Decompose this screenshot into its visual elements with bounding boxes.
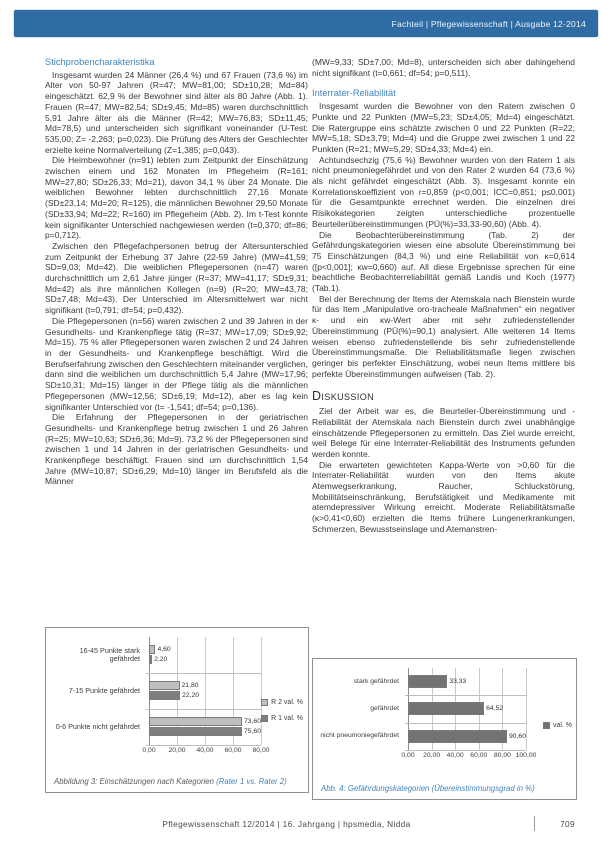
footer-journal-line: Pflegewissenschaft 12/2014 | 16. Jahrgang | hpsmedia, Nidda	[162, 818, 411, 829]
legend-swatch	[543, 722, 550, 729]
bar-value-label: 2,20	[154, 656, 168, 664]
x-tick-label: 60,00	[470, 752, 488, 759]
bar	[408, 675, 447, 688]
chart-legend	[261, 699, 303, 722]
paragraph: Die Heimbewohner (n=91) lebten zum Zeitpunkt der Einschätzung zwischen einem und 162 Monaten im Pflegeheim (R=161; MW=27,80; SD±26,33; Md=21), davon 34,1 % über 24 Monate. Die weiblichen Bewohner lebten durchschnittlich 27,16 Monate (SD±23,14; Md=20; R=125), die männlichen Bewohner 29,50 Monate (SD±33,94; Md=22; R=160) im Pflegeheim (Abb. 2). Im t-Test konnte kein signifikanter Unterschied nachgewiesen werden (t=0,370; df=86; p=0,712).	[45, 155, 308, 241]
page-footer	[45, 816, 575, 831]
paragraph: Zwischen den Pflegefachpersonen betrug der Altersunterschied zum Zeitpunkt der Erhebung 37 Jahre (22-59 Jahre) (MW=41,59; SD=9,03; Md=42). Die weiblichen Pflegepersonen (n=47) waren durchschnittlich um 2,61 Jahre jünger (R=37; MW=41,17; SD±9,31; Md=42) als ihre männlichen Kollegen (n=9) (R=20; MW=43,78; SD±7,48; Md=43). Der Unterschied im Altersmittelwert war nicht signifikant (t=0,791; df=54; p=0,432).	[45, 240, 308, 316]
bar-row	[408, 730, 526, 743]
figure-abb-4	[312, 658, 577, 800]
bar-value-label: 21,80	[181, 682, 199, 690]
bar-group	[408, 723, 526, 750]
gridline	[261, 637, 262, 745]
bar-row	[149, 645, 261, 654]
left-text-column	[45, 57, 308, 487]
legend-item	[261, 699, 303, 706]
caption-reference: Abb. 4: Gefährdungskategorien (Übereinstimmungsgrad in %)	[321, 784, 535, 793]
section-heading-diskussion: Diskussion	[312, 389, 375, 404]
bar	[408, 702, 484, 715]
footer-divider	[534, 816, 535, 831]
bar	[149, 727, 242, 736]
paragraph: Die erwarteten gewichteten Kappa-Werte von >0,60 für die Interrater-Reliabilität wurden von den Items akute Atemwegserkrankung, Raucher, Schluckstörung, Mobilitätseinschränkung, Berufstätigkeit und Medikamente mit atemdepressiver Wirkung erreicht. Moderate Reliabilitätsmaße (κ>0,41<0,60) erzielten die Items frühere Lungenerkrankungen, Schmerzen, Bewusstseinslage und Atemanstren-	[312, 459, 575, 534]
bar	[149, 655, 152, 664]
bar-row	[149, 717, 261, 726]
bar-row	[149, 681, 261, 690]
paragraph: Die Beobachterübereinstimmung (Tab. 2) der Gefährdungskategorien wiesen eine absolute Übereinstimmung bei 75 Einschätzungen (84,3 %) und eine Reliabilität von κ=0,614 ([p<0,001]; κw=0,660) auf. All diese Ergebnisse sprechen für eine beachtliche Beobachterreliabilität gemäß Landis und Koch (1977) (Tab.1).	[312, 229, 575, 294]
legend-item	[543, 722, 572, 729]
bar-row	[149, 727, 261, 736]
bar	[149, 691, 180, 700]
paragraph: Insgesamt wurden 24 Männer (26,4 %) und 67 Frauen (73,6 %) im Alter von 50-97 Jahren (R=47; MW=81,00; SD±10,28; Md=84) eingeschätzt. 62,9 % der Bewohner sind älter als 80 Jahre (Abb. 1). Frauen (R=47; MW=82,54; SD±9,45; Md=85) waren durchschnittlich 5,91 Jahre älter als die Männer (R=42; MW=76,83; SD±11,45; Md=78,5) und unterscheiden sich signifikant voneinander (U-Test: 535,00; Z= -2,263; p=0,023). Die Prüfung des Alters der Geschlechter erzielte keine Normalverteilung (Z=1,385; p=0,043).	[45, 69, 308, 155]
category-label: 16-45 Punkte stark gefährdet	[79, 645, 140, 663]
bar-value-label: 22,20	[182, 692, 200, 700]
bar-value-label: 73,60	[243, 718, 261, 726]
x-tick-label: 20,00	[423, 752, 441, 759]
right-text-column	[312, 57, 575, 535]
bar-group	[149, 673, 261, 709]
x-tick-label: 0,00	[401, 752, 415, 759]
paragraph: Achtundsechzig (75,6 %) Bewohner wurden von den Ratern 1 als nicht pneumoniegefährdet und von den Rater 2 wurden 64 (73,6 %) als nicht gefährdet eingeschätzt (Abb. 3). Insgesamt konnte ein Korrelationskoeffizient von r=0,859 (p<0,001; ICC=0,851; p≤0,001) für die Gesamtpunkte errechnet werden. Die einzelnen drei Risikokategorien zeigten unterschiedliche prozentuelle Beurteilerübereinstimmungen (PÜ(%)=33,33-90,60) (Abb. 4).	[312, 154, 575, 229]
bar-value-label: 75,60	[243, 728, 261, 736]
chart-plot-area	[408, 668, 526, 750]
bar-group	[149, 709, 261, 745]
paragraph: Bei der Berechnung der Items der Atemskala nach Bienstein wurde für das Item „Manipulative oro-tracheale Maßnahmen“ ein negativer κ- und ein κw-Wert aber mit sehr zufriedenstellender Übereinstimmung (PÜ(%)=90,1) analysiert. Alle weiteren 14 Items weisen ebenso zufriedenstellende bis sehr zufriedenstellende Übereinstimmungsmaße. Die Reliabilitätsmaße liegen zwischen geringer bis perfekter Einschätzung, wobei neun Items mittlere bis perfekte Übereinstimmungen aufweisen (Tab. 2).	[312, 293, 575, 379]
category-label: 0-6 Punkte nicht gefährdet	[55, 721, 140, 731]
category-label: gefährdet	[370, 705, 399, 713]
legend-label: R 2 val. %	[271, 699, 303, 706]
bar	[149, 717, 242, 726]
x-tick-label: 80,00	[252, 747, 270, 754]
caption-text: Abbildung 3: Einschätzungen nach Kategorien	[54, 777, 217, 786]
bar	[149, 681, 180, 690]
bar-row	[149, 655, 261, 664]
bar-value-label: 90,60	[508, 732, 526, 740]
bar-chart-agreement	[319, 668, 572, 760]
page-header-bar	[14, 10, 598, 37]
figure-caption	[54, 777, 304, 786]
section-heading-interrater: Interrater-Reliabilität	[312, 88, 396, 99]
bar-group	[149, 637, 261, 673]
bar-chart-rater-comparison	[52, 637, 304, 755]
x-tick-label: 0,00	[142, 747, 156, 754]
x-axis-ticks	[142, 745, 270, 755]
bar-group	[408, 695, 526, 722]
bar-row	[408, 675, 526, 688]
figure-abbildung-3	[45, 627, 309, 793]
x-tick-label: 40,00	[196, 747, 214, 754]
paragraph: Die Pflegepersonen (n=56) waren zwischen 2 und 39 Jahren in der Gesundheits- und Krankenpflege tätig (R=37; MW=17,09; SD±9,92; Md=15). 75 % aller Pflegepersonen waren zwischen 2 und 24 Jahren in der Gesundheits- und Krankenpflege beschäftigt. Wird die Berufserfahrung zwischen den Geschlechtern miteinander verglichen, dann sind die weiblichen um durchschnittlich 5,4 Jahre (MW=17,96; SD±10,31; Md=15) länger in der Pflege tätig als die männlichen Pflegepersonen (MW=12,56; SD±6,19; Md=12), aber es lag kein signifikanter Unterschied vor (t= -1,541; df=54; p=0,136).	[45, 315, 308, 412]
legend-item	[261, 715, 303, 722]
bar-row	[149, 691, 261, 700]
page-number: 709	[560, 818, 575, 829]
bar-value-label: 33,33	[449, 678, 467, 686]
bar-row	[408, 702, 526, 715]
legend-label: R 1 val. %	[271, 715, 303, 722]
legend-swatch	[261, 699, 268, 706]
legend-label: val. %	[552, 722, 572, 729]
bar	[149, 645, 155, 654]
x-tick-label: 40,00	[446, 752, 464, 759]
category-label: nicht pneumoniegefährdet	[320, 732, 399, 740]
bar-group	[408, 668, 526, 695]
category-axis-labels	[319, 668, 403, 750]
paragraph: Insgesamt wurden die Bewohner von den Ratern zwischen 0 Punkte und 22 Punkten (MW=5,23; SD±4,05; Md=4) eingeschätzt. Die Ratergruppe eins schätzte zwischen 0 und 22 Punkten (R=22; MW=5,18; SD±3,79; Md=4) und die Gruppe zwei zwischen 1 und 22 Punkten (R=21; MW=5,29; SD±4,33; Md=4) ein.	[312, 101, 575, 154]
x-tick-label: 100,00	[515, 752, 537, 759]
category-label: stark gefährdet	[353, 677, 399, 685]
x-tick-label: 60,00	[224, 747, 242, 754]
gridline	[526, 668, 527, 750]
paragraph: (MW=9,33; SD±7,00; Md=8), unterscheiden sich aber dahingehend nicht signifikant (t=0,661; df=54; p=0,511).	[312, 57, 575, 78]
bar-value-label: 4,60	[157, 646, 171, 654]
chart-legend	[543, 722, 572, 729]
figure-caption	[321, 784, 572, 793]
x-tick-label: 80,00	[493, 752, 511, 759]
legend-swatch	[261, 715, 268, 722]
caption-reference: (Rater 1 vs. Rater 2)	[216, 777, 287, 786]
paragraph: Ziel der Arbeit war es, die Beurteiler-Übereinstimmung und -Reliabilität der Atemskala nach Bienstein durch zwei unabhängige einschätzende Pflegepersonen zu ermitteln. Das Ziel wurde erreicht, weil Belege für eine Interrater-Reliabilität des Instruments gefunden werden konnte.	[312, 406, 575, 459]
header-text: Fachteil | Pflegewissenschaft | Ausgabe 12-2014	[391, 18, 586, 29]
bar-value-label: 64,52	[486, 705, 504, 713]
category-axis-labels	[52, 637, 144, 745]
x-tick-label: 20,00	[168, 747, 186, 754]
section-heading-stichprobe: Stichprobencharakteristika	[45, 57, 155, 67]
bar	[408, 730, 507, 743]
category-label: 7-15 Punkte gefährdet	[68, 685, 140, 695]
paragraph: Die Erfahrung der Pflegepersonen in der geriatrischen Gesundheits- und Krankenpflege betrug zwischen 1 und 26 Jahren (R=25; MW=10,63; SD±6,36; Md=9). 73,2 % der Pflegepersonen sind zwischen 1 und 14 Jahren in der geriatrischen Gesundheits- und Krankenpflege beschäftigt. Frauen sind um durchschnittlich 1,54 Jahre (MW=10,87; SD±6,29; Md=10) länger im Berufsfeld als die Männer	[45, 412, 308, 487]
x-axis-ticks	[401, 750, 537, 760]
chart-plot-area	[149, 637, 261, 745]
